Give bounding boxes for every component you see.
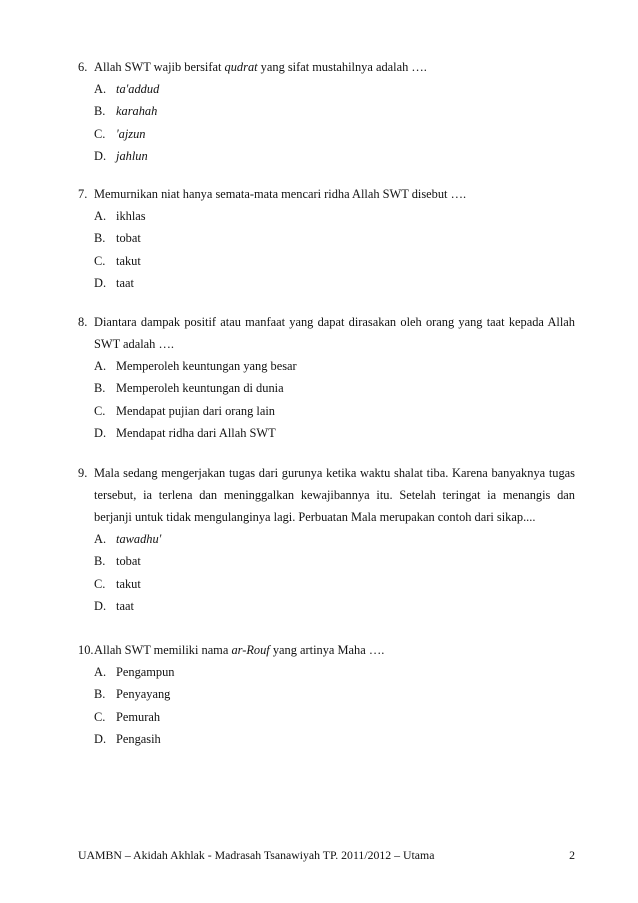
question-stem — [78, 183, 575, 205]
page-number: 2 — [569, 848, 575, 862]
option-c — [78, 706, 575, 728]
option-b — [78, 377, 575, 399]
option-list — [78, 355, 575, 445]
question-9 — [78, 462, 575, 618]
option-text: Pemurah — [116, 709, 161, 724]
option-d — [78, 422, 575, 444]
option-d — [78, 145, 575, 167]
option-text: takut — [116, 253, 141, 268]
option-letter: D. — [94, 149, 107, 164]
question-10 — [78, 639, 575, 751]
option-text: 'ajzun — [116, 126, 146, 141]
option-b — [78, 550, 575, 572]
option-letter: A. — [94, 359, 107, 373]
question-stem — [78, 639, 575, 661]
option-d — [78, 728, 575, 750]
question-number: 10. — [78, 643, 94, 657]
question-text-segment: yang sifat mustahilnya adalah …. — [257, 60, 427, 74]
option-list — [78, 78, 575, 168]
option-letter: B. — [94, 554, 106, 569]
option-text: ta'addud — [116, 82, 160, 96]
option-c — [78, 123, 575, 145]
option-letter: B. — [94, 104, 106, 119]
option-text: karahah — [116, 104, 158, 119]
option-list — [78, 661, 575, 751]
question-text — [94, 639, 575, 661]
question-text-segment: qudrat — [224, 60, 258, 74]
option-c — [78, 400, 575, 422]
option-letter: A. — [94, 532, 107, 546]
option-letter: A. — [94, 82, 107, 96]
option-text: taat — [116, 599, 134, 614]
option-letter: A. — [94, 665, 107, 679]
option-text: Pengasih — [116, 732, 161, 747]
footer-label: UAMBN – Akidah Akhlak - Madrasah Tsanawiyah TP. 2011/2012 – Utama — [78, 848, 435, 862]
option-text: Memperoleh keuntungan di dunia — [116, 381, 284, 396]
question-stem — [78, 311, 575, 355]
question-text-segment: Mala sedang mengerjakan tugas dari gurunya ketika waktu shalat tiba. Karena banyaknya tugas tersebut, ia terlena dan meninggalkan kewajibannya itu. Setelah teringat ia menangis dan berjanji untuk tidak mengulanginya lagi. Perbuatan Mala merupakan contoh dari sikap.... — [94, 466, 575, 524]
option-b — [78, 100, 575, 122]
option-letter: D. — [94, 732, 107, 747]
option-a — [78, 205, 575, 227]
option-d — [78, 272, 575, 294]
option-text: Mendapat pujian dari orang lain — [116, 403, 275, 418]
option-letter: D. — [94, 599, 107, 614]
option-a — [78, 528, 575, 550]
option-letter: D. — [94, 276, 107, 291]
option-letter: C. — [94, 253, 106, 268]
question-text — [94, 183, 575, 205]
question-8 — [78, 311, 575, 445]
question-text — [94, 56, 575, 78]
option-text: tobat — [116, 554, 141, 569]
option-d — [78, 595, 575, 617]
question-text — [94, 311, 575, 355]
question-6 — [78, 56, 575, 168]
option-text: Memperoleh keuntungan yang besar — [116, 359, 297, 373]
option-letter: D. — [94, 426, 107, 441]
option-text: Penyayang — [116, 687, 171, 702]
option-list — [78, 528, 575, 618]
option-c — [78, 250, 575, 272]
option-text: jahlun — [116, 149, 148, 164]
option-a — [78, 78, 575, 100]
page-footer — [78, 848, 575, 863]
option-letter: C. — [94, 576, 106, 591]
option-letter: C. — [94, 403, 106, 418]
option-a — [78, 355, 575, 377]
option-a — [78, 661, 575, 683]
question-stem — [78, 462, 575, 528]
question-stem — [78, 56, 575, 78]
option-text: Mendapat ridha dari Allah SWT — [116, 426, 276, 441]
option-text: tawadhu' — [116, 532, 162, 546]
question-text-segment: Diantara dampak positif atau manfaat yang dapat dirasakan oleh orang yang taat kepada Allah SWT adalah …. — [94, 315, 575, 351]
option-c — [78, 573, 575, 595]
option-letter: A. — [94, 209, 107, 223]
option-b — [78, 227, 575, 249]
question-7 — [78, 183, 575, 295]
question-text-segment: Memurnikan niat hanya semata-mata mencari ridha Allah SWT disebut …. — [94, 187, 467, 201]
question-number: 7. — [78, 187, 88, 201]
question-text-segment: ar-Rouf — [231, 643, 270, 657]
option-letter: B. — [94, 381, 106, 396]
option-letter: C. — [94, 709, 106, 724]
option-list — [78, 205, 575, 295]
question-text-segment: Allah SWT wajib bersifat — [94, 60, 225, 74]
question-text-segment: Allah SWT memiliki nama — [94, 643, 232, 657]
option-letter: C. — [94, 126, 106, 141]
question-text — [94, 462, 575, 528]
question-number: 9. — [78, 466, 88, 480]
question-number: 8. — [78, 315, 88, 329]
question-text-segment: yang artinya Maha …. — [269, 643, 385, 657]
option-text: taat — [116, 276, 134, 291]
option-text: tobat — [116, 231, 141, 246]
option-b — [78, 683, 575, 705]
option-letter: B. — [94, 231, 106, 246]
question-number: 6. — [78, 60, 88, 74]
option-text: takut — [116, 576, 141, 591]
option-text: Pengampun — [116, 665, 175, 679]
option-text: ikhlas — [116, 209, 146, 223]
option-letter: B. — [94, 687, 106, 702]
